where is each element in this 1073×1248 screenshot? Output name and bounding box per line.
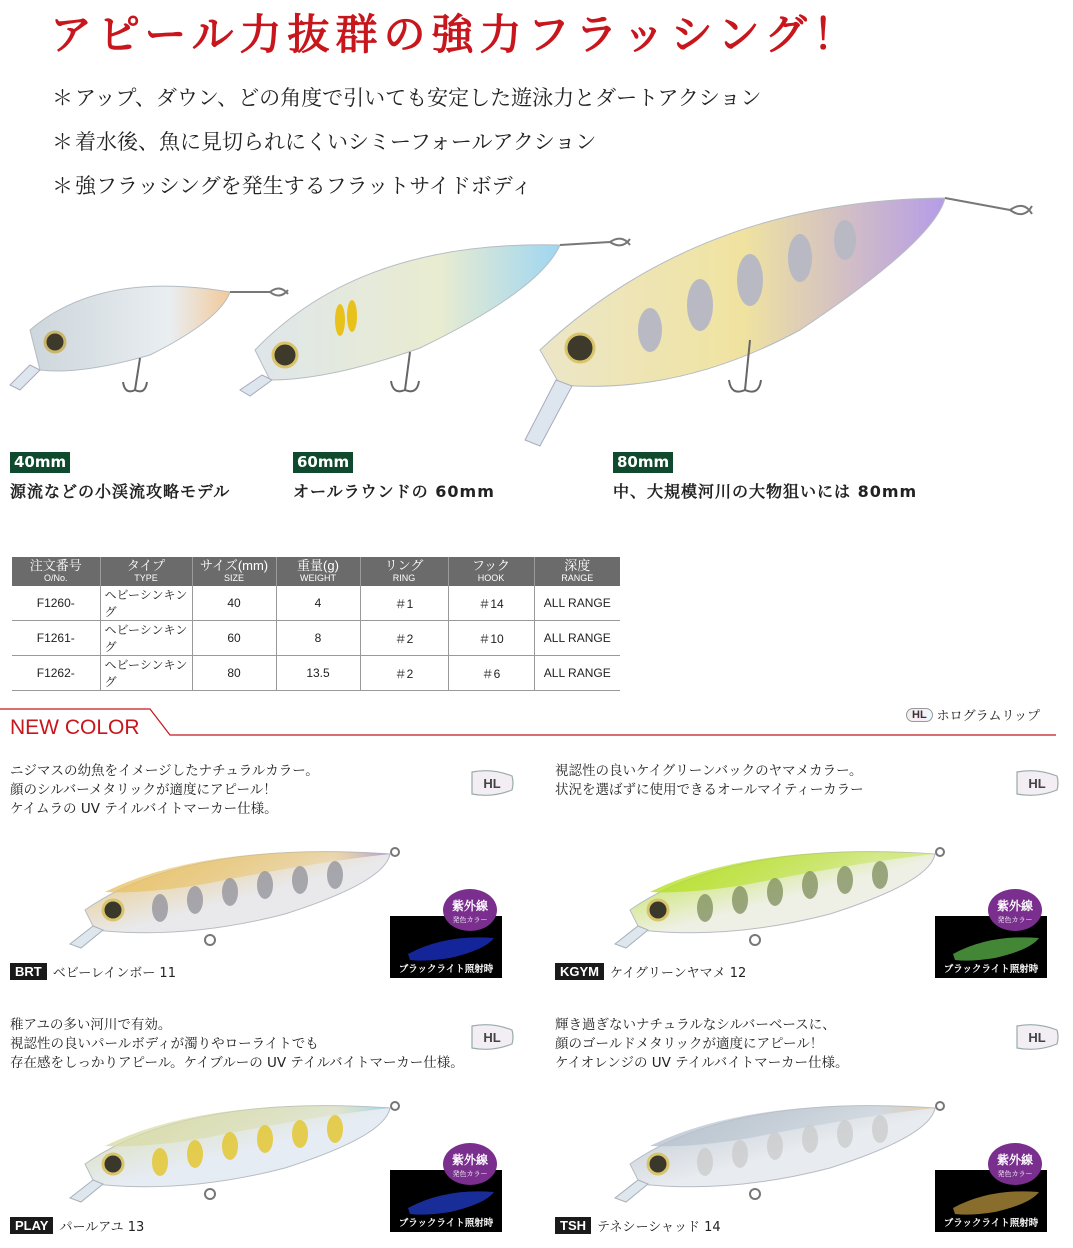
lure-spot [152,1148,168,1176]
lure-40mm [10,286,288,391]
size-tag: 80mm [613,452,673,473]
lure-tail-ring [936,1102,944,1110]
lure-spot [187,1140,203,1168]
lure-image [610,822,950,952]
color-card-play [10,1016,530,1248]
svg-text:HL: HL [1028,776,1046,791]
lure-tail-ring [391,848,399,856]
spec-header: 注文番号 O/No. [12,557,100,586]
table-cell: ALL RANGE [534,621,620,656]
lure-lip [615,1180,648,1202]
lure-spot [837,1120,853,1148]
lure-image [610,1076,950,1206]
table-cell: F1262- [12,656,100,691]
lure-eye [648,900,668,920]
lure-80mm [525,198,1032,446]
table-cell: ＃14 [448,586,534,621]
lure-tail-ring [936,848,944,856]
lure-image [65,1076,405,1206]
hl-badge-icon [1013,1022,1061,1052]
feature-item: ＊ 着水後、魚に見切られにくいシミーフォールアクション [52,120,762,164]
lure-spot [767,878,783,906]
color-card-kgym [555,762,1073,1002]
color-description: 視認性の良いケイグリーンバックのヤマメカラー。 状況を選ばずに使用できるオールマイティーカラー [555,763,864,798]
lure-spot [292,1120,308,1148]
uv-glow [408,937,494,960]
color-code-label [10,1216,144,1235]
table-cell: 40 [192,586,276,621]
svg-text:紫外線: 紫外線 [451,899,489,913]
color-description: 輝き過ぎないナチュラルなシルバーベースに、 顔のゴールドメタリックが適度にアピール！ ケイオレンジの UV テイルバイトマーカー仕様。 [555,1017,849,1071]
table-cell: ＃2 [360,656,448,691]
size-block-60 [293,452,495,502]
uv-glow [953,937,1039,960]
lure-spot [732,1140,748,1168]
lure-spot [697,894,713,922]
lure-lip [70,926,103,948]
table-cell: ALL RANGE [534,586,620,621]
hl-legend-badge: HL [906,708,933,722]
lure-ring [750,935,760,945]
spec-table [12,557,620,691]
table-cell: 8 [276,621,360,656]
lure-spot [697,1148,713,1176]
svg-text:発色カラー: 発色カラー [452,1170,488,1178]
size-desc: 源流などの小渓流攻略モデル [10,482,231,501]
hl-badge-icon [1013,768,1061,798]
lure-spot [257,1125,273,1153]
svg-text:紫外線: 紫外線 [451,1153,489,1167]
table-row [12,586,620,621]
size-block-40 [10,452,230,502]
table-cell: 80 [192,656,276,691]
hl-badge-icon [468,1022,516,1052]
table-cell: ＃6 [448,656,534,691]
color-description: 稚アユの多い河川で有効。 視認性の良いパールボディが濁りやローライトでも 存在感をしっかりアピール。ケイブルーの UV テイルバイトマーカー仕様。 [10,1017,464,1071]
color-description: ニジマスの幼魚をイメージしたナチュラルカラー。 顔のシルバーメタリックが適度にアピール！ ケイムラの UV テイルバイトマーカー仕様。 [10,763,319,817]
uv-photo: ブラックライト照射時 [390,1170,502,1232]
table-cell: 13.5 [276,656,360,691]
uv-glow [953,1191,1039,1214]
svg-text:紫外線: 紫外線 [996,1153,1034,1167]
size-tag: 40mm [10,452,70,473]
hl-badge-icon [468,768,516,798]
svg-text:発色カラー: 発色カラー [997,1170,1033,1178]
headline: アピール力抜群の強力フラッシング！ [50,10,861,59]
color-code-label [10,962,176,981]
table-cell: 4 [276,586,360,621]
lure-spot [187,886,203,914]
uv-photo: ブラックライト照射時 [935,1170,1047,1232]
lure-ring [750,1189,760,1199]
table-cell: 60 [192,621,276,656]
svg-text:発色カラー: 発色カラー [997,916,1033,924]
hl-legend-text: ホログラムリップ [936,709,1041,724]
lure-spot [222,1132,238,1160]
color-code: PLAY [10,1217,53,1234]
lure-lip [615,926,648,948]
table-cell: ヘビーシンキング [100,621,192,656]
color-code: KGYM [555,963,604,980]
svg-text:HL: HL [1028,1030,1046,1045]
spec-header: タイプ TYPE [100,557,192,586]
lure-spot [257,871,273,899]
lure-spot [327,1115,343,1143]
uv-badge-icon [987,888,1043,932]
color-code-label [555,962,746,981]
spec-header: サイズ(mm) SIZE [192,557,276,586]
size-desc: オールラウンドの 60mm [293,482,495,501]
uv-badge-icon [442,1142,498,1186]
uv-photo: ブラックライト照射時 [390,916,502,978]
lure-eye [648,1154,668,1174]
svg-text:紫外線: 紫外線 [996,899,1034,913]
size-block-80 [613,452,917,502]
size-tag: 60mm [293,452,353,473]
lure-spot [802,1125,818,1153]
svg-text:HL: HL [483,1030,501,1045]
lure-spot [802,871,818,899]
svg-text:HL: HL [483,776,501,791]
section-title: NEW COLOR [10,716,140,739]
table-cell: ＃10 [448,621,534,656]
table-cell: ＃1 [360,586,448,621]
hl-legend [906,705,1040,724]
uv-badge-icon [442,888,498,932]
color-code: TSH [555,1217,591,1234]
uv-badge-icon [987,1142,1043,1186]
spec-header: 重量(g) WEIGHT [276,557,360,586]
table-row [12,621,620,656]
table-cell: ヘビーシンキング [100,586,192,621]
table-cell: F1261- [12,621,100,656]
spec-header: 深度 RANGE [534,557,620,586]
lure-eye [103,900,123,920]
lure-spot [152,894,168,922]
color-card-brt [10,762,530,1002]
lure-lip [70,1180,103,1202]
color-name: ベビーレインボー 11 [52,966,176,981]
color-name: パールアユ 13 [59,1220,145,1235]
lure-lineup-image [0,180,1073,455]
lure-ring [205,1189,215,1199]
color-name: ケイグリーンヤマメ 12 [610,966,747,981]
color-code-label [555,1216,721,1235]
lure-image [65,822,405,952]
color-code: BRT [10,963,47,980]
lure-spot [837,866,853,894]
spec-header: リング RING [360,557,448,586]
lure-spot [872,861,888,889]
svg-text:発色カラー: 発色カラー [452,916,488,924]
table-row [12,656,620,691]
lure-spot [872,1115,888,1143]
feature-item: ＊ アップ、ダウン、どの角度で引いても安定した遊泳力とダートアクション [52,76,762,120]
size-desc: 中、大規模河川の大物狙いには 80mm [613,482,918,501]
spec-header: フック HOOK [448,557,534,586]
lure-eye [103,1154,123,1174]
table-cell: ＃2 [360,621,448,656]
color-name: テネシーシャッド 14 [597,1220,721,1235]
feature-item: ＊ 強フラッシングを発生するフラットサイドボディ [52,164,762,208]
table-cell: ALL RANGE [534,656,620,691]
lure-spot [732,886,748,914]
table-cell: F1260- [12,586,100,621]
uv-photo: ブラックライト照射時 [935,916,1047,978]
lure-spot [222,878,238,906]
color-card-tsh [555,1016,1073,1248]
uv-glow [408,1191,494,1214]
lure-spot [292,866,308,894]
lure-spot [767,1132,783,1160]
lure-ring [205,935,215,945]
table-cell: ヘビーシンキング [100,656,192,691]
lure-spot [327,861,343,889]
lure-tail-ring [391,1102,399,1110]
spec-header-row [12,557,620,586]
